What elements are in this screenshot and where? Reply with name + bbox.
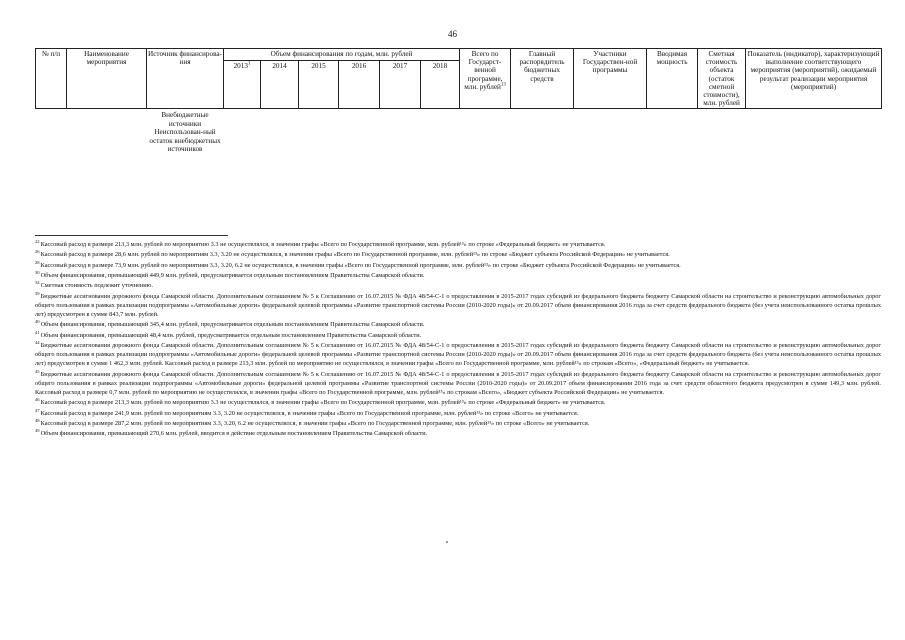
source-extrabudgetary: Внебюджетные источники bbox=[161, 111, 209, 128]
page-number: 46 bbox=[448, 29, 457, 39]
footnote-text: Объем финансирования, превышающий 449,9 млн. рублей, предусматривается отдельным постановлением Правительства Самарской области. bbox=[40, 272, 425, 280]
footnote-text: Кассовый расход в размере 241,9 млн. рублей по мероприятиям 3.3, 3.20 не осуществлялся, в значении графы «Всего по Государственной программе, млн. рублей¹³» по строке «Всего» не учитывается. bbox=[40, 409, 579, 417]
footnote-text: Бюджетные ассигнования дорожного фонда Самарской области. Дополнительным соглашением № 5 к Соглашению от 16.07.2015 № ФДА 48/54-С-1 о предоставлении в 2015-2017 годах субсидий из федерального бюджета бюджету Самарской области на строительство и реконструкцию автомобильных дорог общего пользования в рамках реализации подпрограммы «Автомобильные дороги» федеральной целевой программы «Развитие транспортной системы России (2010-2020 годы)» от 20.09.2017 объем финансирования 2016 года за счет средств федерального бюджета (без учета неиспользованного остатка прошлых лет) предусмотрен в сумме 843,7 млн. рублей. bbox=[35, 292, 881, 319]
footnote-mark: 41 bbox=[35, 329, 40, 335]
footnote-item bbox=[35, 250, 881, 259]
header-estimated-cost: Сметная стоимость объекта (остаток сметной стоимости), млн. рублей bbox=[698, 49, 746, 109]
year-2013-footnote-mark: 1 bbox=[247, 61, 251, 67]
footnote-mark: 34 bbox=[35, 280, 40, 286]
header-funding-volume: Объем финансирования по годам, млн. рублей bbox=[224, 49, 460, 61]
footnote-mark: 40 bbox=[35, 319, 40, 325]
footnote-item bbox=[35, 409, 881, 418]
year-2018: 2018 bbox=[421, 61, 460, 109]
footnote-text: Кассовый расход в размере 73,9 млн. рублей по мероприятиям 3.3, 3.20, 6.2 не осуществлялся, в значении графы «Всего по Государственной программе, млн. рублей¹³» по строке «Бюджет субъекта Российской Федерации» не учитывается. bbox=[40, 261, 681, 269]
financing-table bbox=[35, 48, 882, 154]
footnote-mark: 30 bbox=[35, 269, 40, 275]
footnote-mark: 47 bbox=[35, 407, 40, 413]
header-total-footnote-mark: 13 bbox=[500, 82, 506, 88]
footnote-text: Сметная стоимость подлежит уточнению. bbox=[40, 282, 153, 290]
year-2016: 2016 bbox=[339, 61, 380, 109]
footnote-text: Кассовый расход в размере 287,2 млн. рублей по мероприятиям 3.3, 3.20, 6.2 не осуществлялся, в значении графы «Всего по Государственной программе, млн. рублей¹³» по строке «Всего» не учитывается. bbox=[40, 420, 590, 428]
footnote-item bbox=[35, 341, 881, 368]
footnote-item bbox=[35, 240, 881, 249]
year-2017: 2017 bbox=[380, 61, 421, 109]
footnote-item bbox=[35, 261, 881, 270]
footnote-mark: 39 bbox=[35, 290, 40, 296]
footnote-item bbox=[35, 419, 881, 428]
footnote-text: Кассовый расход в размере 28,6 млн. рублей по мероприятиям 3.3, 3.20 не осуществлялся, в значении графы «Всего по Государственной программе, млн. рублей¹³» по строке «Бюджет субъекта Российской Федерации» не учитывается. bbox=[40, 251, 670, 259]
year-2015: 2015 bbox=[299, 61, 339, 109]
footnote-text: Объем финансирования, превышающий 270,6 млн. рублей, вводится в действие отдельным постановлением Правительства Самарской области. bbox=[40, 430, 428, 438]
footnote-mark: 26 bbox=[35, 249, 40, 255]
footnote-mark: 48 bbox=[35, 417, 40, 423]
header-capacity: Вводимая мощность bbox=[647, 49, 698, 109]
footnote-text: Объем финансирования, превышающий 48,4 млн. рублей, предусматривается отдельным постановлением Правительства Самарской области. bbox=[40, 331, 422, 339]
header-total bbox=[460, 49, 511, 109]
header-number: № п/п bbox=[36, 49, 67, 109]
scan-speck bbox=[446, 541, 448, 543]
year-2013-label: 2013 bbox=[233, 62, 248, 70]
footnote-mark: 45 bbox=[35, 368, 40, 374]
footnote-text: Объем финансирования, превышающий 345,4 млн. рублей, предусматривается отдельным постановлением Правительства Самарской области. bbox=[40, 321, 425, 329]
year-2014: 2014 bbox=[261, 61, 299, 109]
footnote-item bbox=[35, 320, 881, 329]
table-header-row bbox=[36, 49, 882, 61]
footnote-text: Кассовый расход в размере 213,3 млн. рублей по мероприятию 3.3 не осуществлялся, в значении графы «Всего по Государственной программе, млн. рублей¹³» по строке «Федеральный бюджет» не учитывается. bbox=[40, 399, 606, 407]
footnote-mark: 22 bbox=[35, 238, 40, 244]
footnote-separator bbox=[35, 235, 228, 236]
header-indicator: Показатель (индикатор), характеризующий выполнение соответствующего мероприятия (мероприятий), ожидаемый результат реализации мероприятия (мероприятий) bbox=[746, 49, 882, 109]
footnote-mark: 46 bbox=[35, 397, 40, 403]
footnote-item bbox=[35, 429, 881, 438]
footnote-item bbox=[35, 331, 881, 340]
footnote-text: Кассовый расход в размере 213,3 млн. рублей по мероприятию 3.3 не осуществлялся, в значении графы «Всего по Государственной программе, млн. рублей¹³» по строке «Федеральный бюджет» не учитывается. bbox=[40, 241, 606, 248]
footnote-item bbox=[35, 398, 881, 407]
footnote-mark: 28 bbox=[35, 259, 40, 265]
footnotes-block bbox=[35, 240, 881, 440]
footnote-item bbox=[35, 281, 881, 290]
footnote-text: Бюджетные ассигнования дорожного фонда Самарской области. Дополнительным соглашением № 5 к Соглашению от 16.07.2015 № ФДА 48/54-С-1 о предоставлении в 2015-2017 годах субсидий из федерального бюджета бюджету Самарской области на строительство и реконструкцию автомобильных дорог общего пользования в рамках реализации подпрограммы «Автомобильные дороги» федеральной целевой программы «Развитие транспортной системы России (2010-2020 годы)» от 20.09.2017 объем финансирования 2016 года за счет средств федерального бюджета (без учета неиспользованного остатка прошлых лет) предусмотрен в сумме 1 462,3 млн. рублей. Кассовый расход в размере 213,3 млн. рублей по мероприятию не осуществлялся, в значении графы «Всего по Государственной программе, млн. рублей¹³» по строкам «Всего», «Федеральный бюджет» не учитывается. bbox=[35, 342, 881, 368]
footnote-item bbox=[35, 370, 881, 397]
footnote-mark: 49 bbox=[35, 428, 40, 434]
header-funding-source: Источник финансирова-ния bbox=[147, 49, 224, 109]
header-total-text: Всего по Государст-венной программе, млн. рублей bbox=[464, 50, 503, 91]
continuation-row bbox=[36, 109, 882, 155]
funding-source-cell bbox=[147, 109, 224, 155]
footnote-mark: 44 bbox=[35, 339, 40, 345]
footnote-item bbox=[35, 292, 881, 319]
source-unused-balance: Неиспользован-ный остаток внебюджетных источников bbox=[149, 128, 221, 154]
header-main-manager: Главный распорядитель бюджетных средств bbox=[511, 49, 574, 109]
footnote-item bbox=[35, 271, 881, 280]
footnote-text: Бюджетные ассигнования дорожного фонда Самарской области. Дополнительным соглашением № 5 к Соглашению от 16.07.2015 № ФДА 48/54-С-1 о предоставлении в 2015-2017 годах субсидий из федерального бюджета бюджету Самарской области на строительство и реконструкцию автомобильных дорог общего пользования в рамках реализации подпрограммы «Автомобильные дороги» федеральной целевой программы «Развитие транспортной системы России (2010-2020 годы)» от 20.09.2017 объем финансирования 2016 года за счет средств областного бюджета предусмотрен в сумме 149,3 млн. рублей. Кассовый расход в размере 0,7 млн. рублей по мероприятию не осуществлялся, в значении графы «Всего по Государственной программе, млн. рублей¹³» по строкам «Всего», «Бюджет субъекта Российской Федерации» не учитывается. bbox=[35, 370, 881, 397]
header-participants: Участники Государствен-ной программы bbox=[574, 49, 647, 109]
year-2013 bbox=[224, 61, 261, 109]
header-event-name: Наименование мероприятия bbox=[67, 49, 147, 109]
